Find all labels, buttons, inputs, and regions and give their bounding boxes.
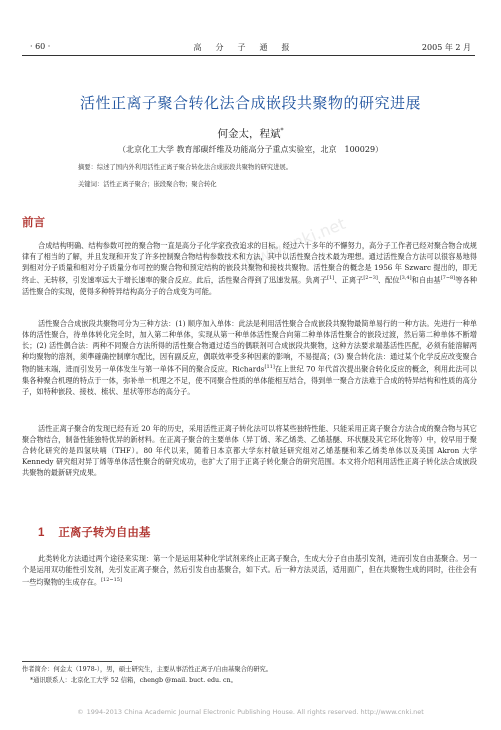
- p2-end: 在上世纪 70 年代首次提出聚合转化反应的概念，利用此法可以集各种聚合机理的特点于一体，弥补单一机理之不足，使不同聚合性质的单体能相互结合，得到单一聚合方法难于合成的特异结构和性质的高分子，如特种嵌段、接枝、梳状、星状等形态的高分子。: [22, 364, 477, 396]
- footnote-author-bio: 作者简介：何金太（1978-），男，硕士研究生，主要从事活性正离子/自由基聚合的研究。: [22, 666, 273, 673]
- copyright-icon: ©: [77, 708, 84, 716]
- p4-text: 此类转化方法通过两个途径来实现：第一个是运用某种化学试剂来终止正离子聚合，生成大分子自由基引发剂，进而引发自由基聚合。另一个是运用双功能性引发剂，先引发正离子聚合，然后引发自由基聚合，如下式。后一种方法灵活，适用面广，但在共聚物生成的同时，往往会有一些均聚物的生成存在。: [22, 554, 477, 587]
- author-line: [0, 126, 501, 141]
- ref-richards: [11]: [264, 364, 275, 371]
- p2-author: Richards: [232, 364, 265, 374]
- p1-text: 合成结构明确、结构参数可控的聚合物一直是高分子化学家孜孜追求的目标。经过六十多年的不懈努力，高分子工作者已经对聚合物合成规律有了相当的了解，并且发现和开发了许多控制聚合物结构参数技术和方法，其中以活性聚合技术最为理想。通过活性聚合方法可以很容易地得到相对分子质量和相对分子质量分布可控的聚合物和预定结构的嵌段共聚物和接枝共聚物。活性聚合的概念是 1956 年 Szwarc 提出的，即无终止、无转移，引发速率远大于增长速率的聚合反应。此后，活性聚合得到了迅速发展。负离子: [22, 241, 477, 285]
- copyright-text: 1994-2013 China Academic Journal Electronic Publishing House. All rights reserved. http://www.cnki.net: [86, 708, 424, 716]
- journal-name: 高分子通报: [193, 43, 304, 52]
- corresponding-mark: *: [280, 127, 284, 135]
- author-names: 何金太，程斌: [217, 128, 281, 140]
- running-header: [22, 42, 475, 55]
- body-paragraph-1: [22, 240, 477, 297]
- section-heading-1: [38, 524, 150, 540]
- ref-coordination: [3,4]: [399, 275, 412, 282]
- p2-text: 活性聚合合成嵌段共聚物可分为三种方法：(1) 顺序加入单体：此法是利用活性聚合合成嵌段共聚物最简单易行的一种方法。先进行一种单体的活性聚合，待单体转化完全时，加入第二种单体，实现从第一种单体活性聚合向第二种单体活性聚合的嵌段过渡，然后第二种单体不断增长；(2) 活性偶合法：两种不同聚合方法所得的活性聚合物通过适当的偶联剂可合成嵌段共聚物，这种方法要求端基活性匹配，必须有能溶解两种均聚物的溶剂，须準確确控制摩尔配比，因有副反应，偶联效率受多种因素的影响，不易提高；(3) 聚合转化法：通过某个化学反应改变聚合物的链末端，进而引发另一单体发生与第一单体不同的聚合反应。: [22, 319, 477, 374]
- watermark: www.cnki.net: [241, 213, 349, 272]
- ref-radical: [7~8]: [440, 275, 456, 282]
- p1-end: 等各种活性聚合的实现，使得多种特异结构高分子的合成变为可能。: [22, 275, 477, 296]
- copyright-line: [0, 708, 501, 716]
- ref-cationic: [2~3]: [363, 275, 378, 282]
- footnote-contact: *通讯联系人：北京化工大学 52 信箱，chengb @mail. buct. edu. cn。: [30, 677, 237, 684]
- ref-anionic: [1]: [327, 275, 335, 282]
- keywords: 关键词：活性正离子聚合；嵌段聚合物；聚合转化: [78, 181, 217, 188]
- body-paragraph-2: [22, 318, 477, 397]
- p1-mid1: 、正离子: [334, 275, 364, 285]
- header-rule: [22, 55, 475, 56]
- abstract: 摘要：综述了国内外利用活性正离子聚合转化法合成嵌段共聚物的研究进展。: [78, 164, 293, 171]
- issue-date: 2005 年 2 月: [421, 43, 471, 52]
- body-paragraph-4: [22, 553, 477, 588]
- section-heading-preface: 前言: [22, 217, 45, 229]
- ref-bifunctional: [12~15]: [101, 577, 122, 584]
- p1-mid3: 和自由基: [411, 275, 441, 285]
- section-title-text: 正离子转为自由基: [58, 527, 151, 539]
- affiliation: （北京化工大学 教育部碳纤维及功能高分子重点实验室，北京 100029）: [117, 145, 384, 154]
- section-number: 1: [38, 527, 45, 539]
- paper-title: 活性正离子聚合转化法合成嵌段共聚物的研究进展: [79, 94, 421, 112]
- page-number: · 60 ·: [30, 42, 51, 51]
- body-paragraph-3: 活性正离子聚合的发现已经有近 20 年的历史，采用活性正离子转化法可以将某些独特性能、只能采用正离子聚合方法合成的聚合物与其它聚合物结合，制备性能独特优异的新材料。在正离子聚合的主要单体（异丁烯、苯乙烯类、乙烯基醚、环状醚及其它环化物等）中，较早用于聚合转化研究的是四氢呋喃（THF）。80 年代以来，随着日本京都大学东村敏延研究组对乙烯基醚和苯乙烯类单体以及美国 Akron 大学 Kennedy 研究组对异丁烯等单体活性聚合的研究成功，也扩大了用于正离子转化聚合的研究范围。本文将介绍利用活性正离子转化法合成嵌段共聚物的最新研究成果。: [22, 424, 477, 478]
- p1-mid2: 、配位: [377, 275, 400, 285]
- footnote-rule: [22, 661, 132, 662]
